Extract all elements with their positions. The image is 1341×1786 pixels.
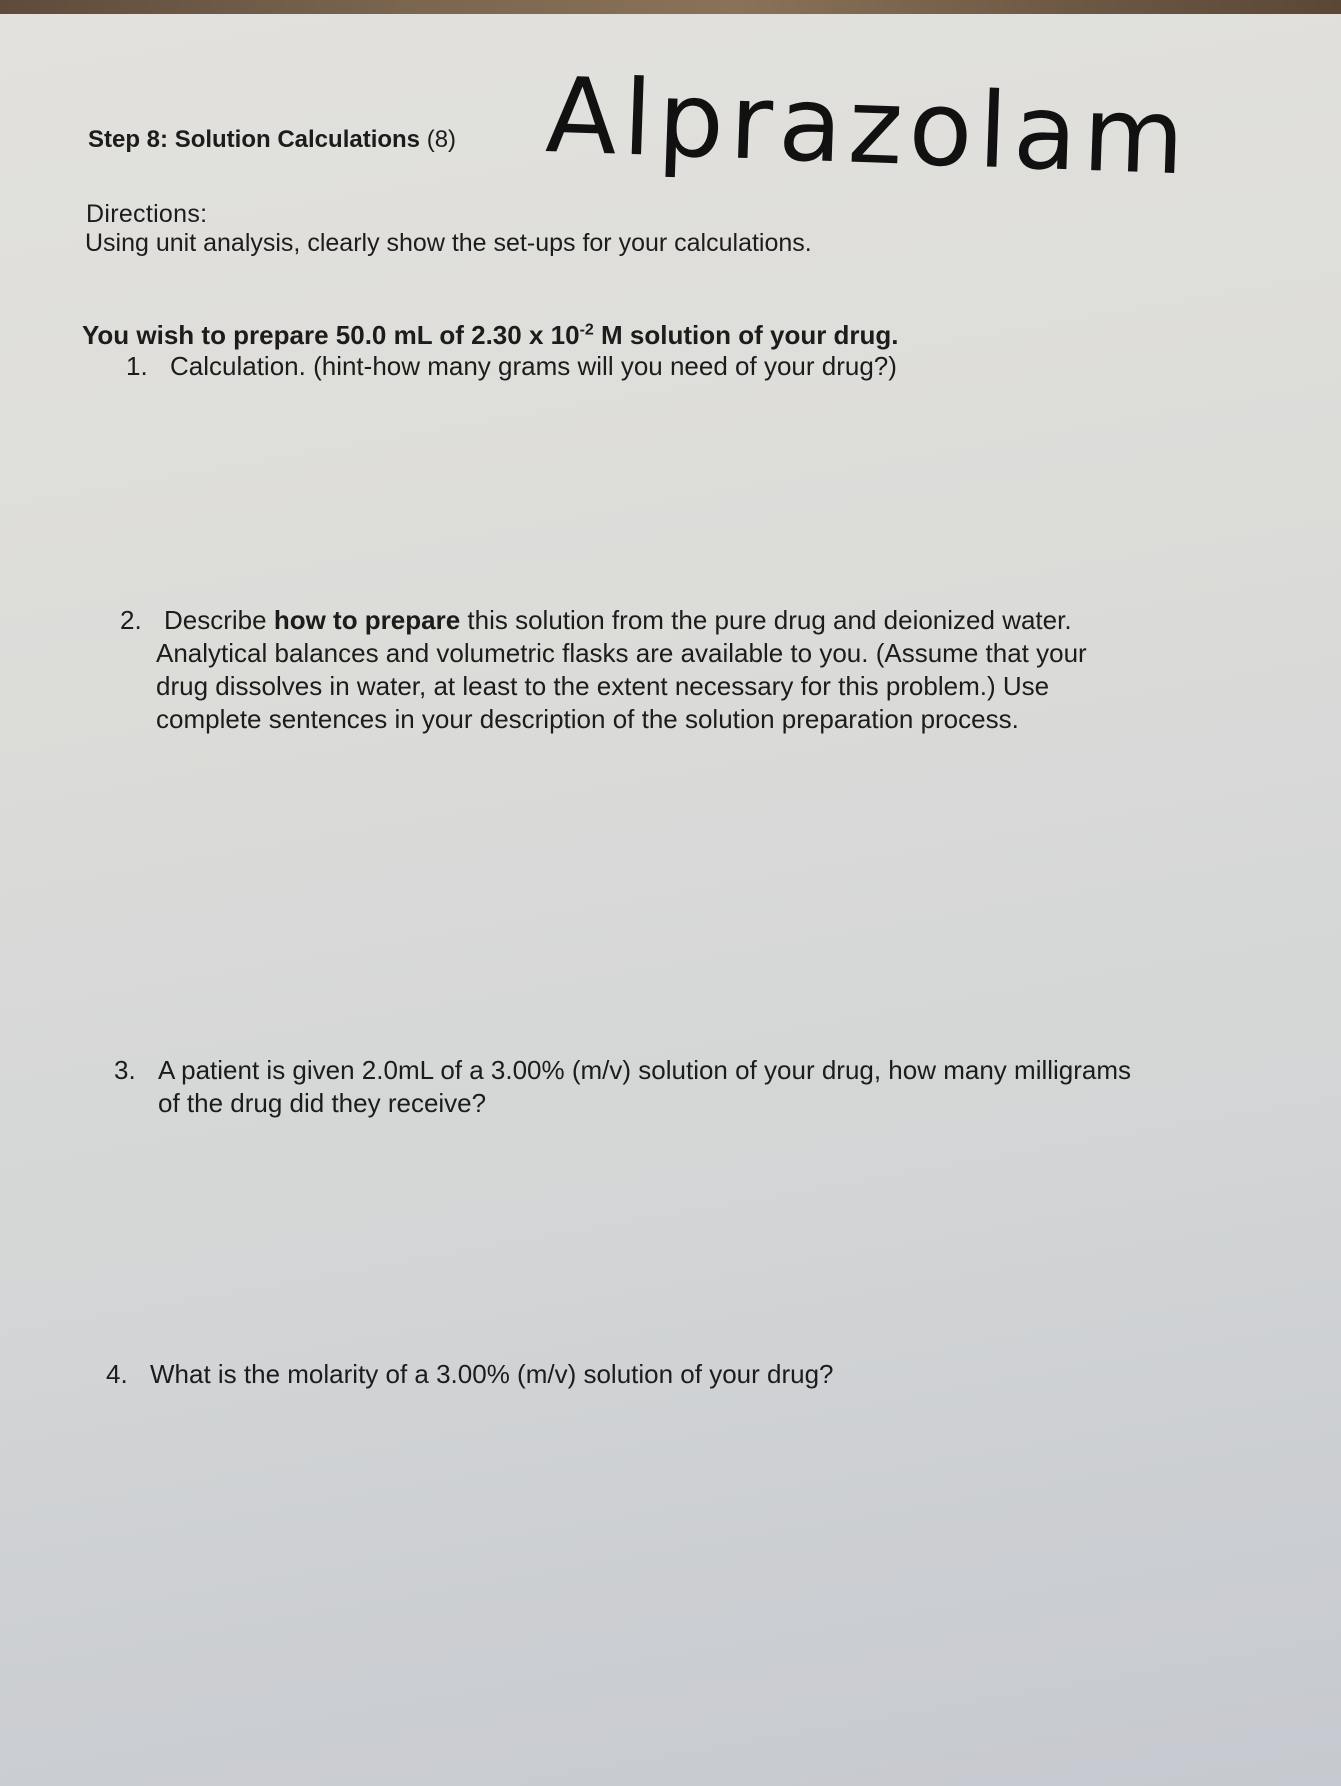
question-text: Calculation. (hint-how many grams will you need of your drug?) (170, 351, 897, 381)
question-2 (120, 604, 1087, 734)
question-number: 1. (126, 351, 148, 381)
prompt-after-exponent: M solution of your drug. (593, 320, 899, 350)
question-4 (106, 1358, 834, 1391)
step-label: Step 8: (88, 126, 169, 153)
question-line: drug dissolves in water, at least to the extent necessary for this problem.) Use (156, 671, 1050, 701)
problem-prompt (82, 320, 899, 351)
question-3 (114, 1054, 1131, 1120)
question-number: 2. (120, 605, 142, 635)
directions-text: Using unit analysis, clearly show the set-ups for your calculations. (85, 229, 812, 257)
worksheet-page (0, 14, 1341, 1786)
question-1 (126, 350, 897, 383)
question-line: of the drug did they receive? (158, 1088, 487, 1118)
step-heading (88, 126, 456, 154)
prompt-before-exponent: You wish to prepare 50.0 mL of 2.30 x 10 (82, 320, 580, 350)
question-emphasis: how to prepare (273, 605, 461, 635)
question-number: 4. (106, 1359, 128, 1389)
prompt-exponent: -2 (579, 321, 594, 339)
step-title: Solution Calculations (174, 126, 421, 153)
question-2-body (156, 604, 1087, 736)
step-points: (8) (426, 126, 457, 153)
handwritten-drug-name: Alprazolam (543, 54, 1193, 199)
question-text (164, 605, 1072, 635)
question-text-part: Describe (164, 605, 274, 635)
question-line: complete sentences in your description of the solution preparation process. (156, 704, 1019, 734)
question-text-part: this solution from the pure drug and deionized water. (460, 605, 1072, 635)
question-text: What is the molarity of a 3.00% (m/v) solution of your drug? (150, 1359, 834, 1389)
directions-label: Directions: (86, 200, 208, 228)
question-text: A patient is given 2.0mL of a 3.00% (m/v) solution of your drug, how many milligrams (158, 1055, 1132, 1085)
question-number: 3. (114, 1055, 136, 1085)
question-line: Analytical balances and volumetric flasks are available to you. (Assume that your (156, 638, 1087, 668)
